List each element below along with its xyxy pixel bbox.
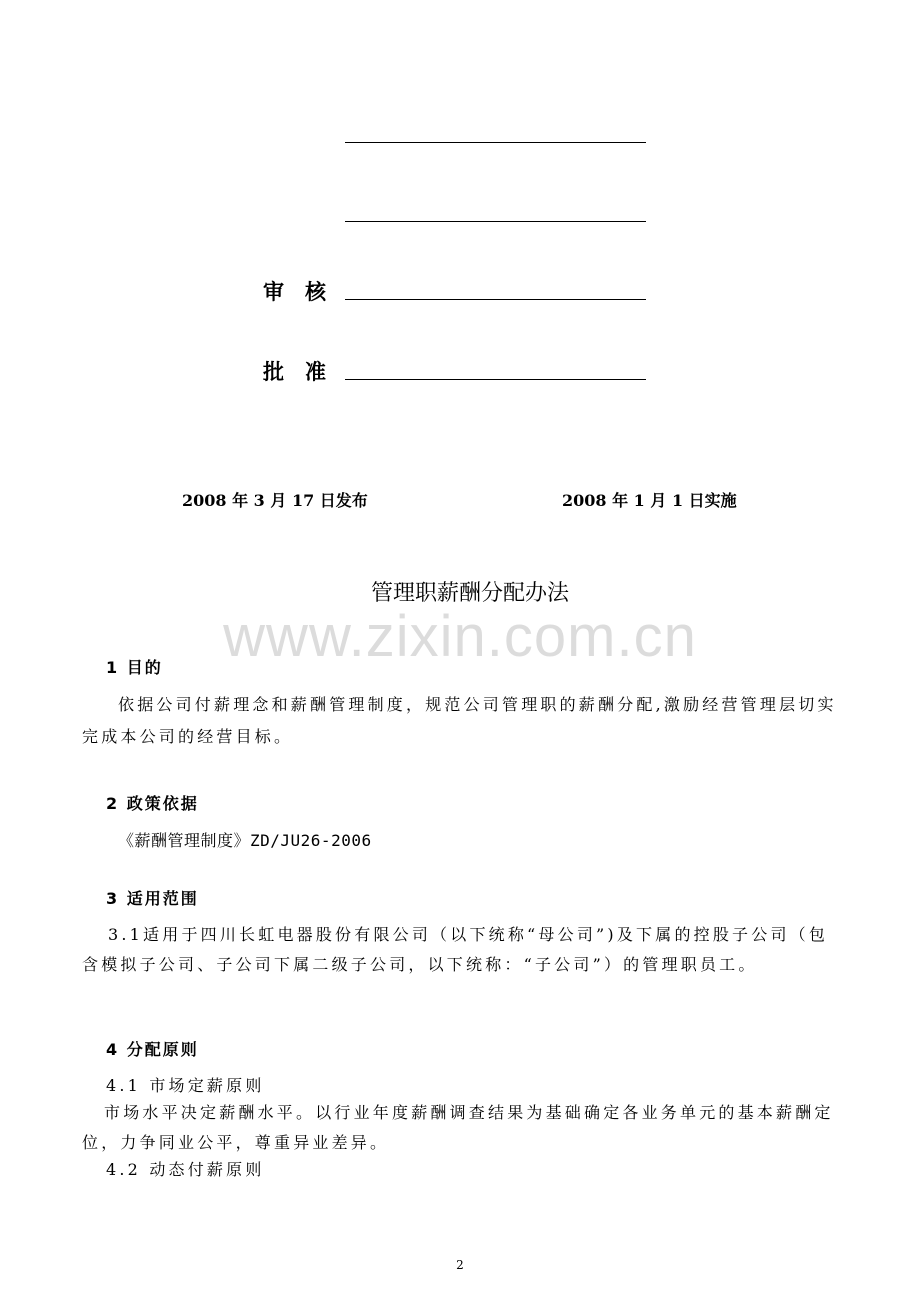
review-signature-line [345, 299, 646, 300]
section-2-heading: 2 政策依据 [106, 794, 199, 813]
section-4-1-title: 4.1 市场定薪原则 [106, 1076, 265, 1095]
section-4-1-body: 市场水平决定薪酬水平。以行业年度薪酬调查结果为基础确定各业务单元的基本薪酬定位，力争同业公平，尊重异业差异。 [82, 1103, 834, 1152]
section-2-body: 《薪酬管理制度》ZD/JU26-2006 [118, 831, 372, 850]
section-1-body: 依据公司付薪理念和薪酬管理制度，规范公司管理职的薪酬分配,激励经营管理层切实完成本公司的经营目标。 [82, 695, 837, 746]
page-number: 2 [456, 1258, 464, 1272]
approve-signature-line [345, 379, 646, 380]
section-3-heading: 3 适用范围 [106, 889, 199, 908]
signature-line-2 [345, 221, 646, 222]
watermark: www.zixin.com.cn [223, 604, 697, 669]
section-4-heading: 4 分配原则 [106, 1040, 199, 1059]
effective-date: 2008 年 1 月 1 日实施 [562, 491, 737, 510]
signature-line-1 [345, 142, 646, 143]
section-3-body: 3.1适用于四川长虹电器股份有限公司（以下统称“母公司”)及下属的控股子公司（包含模拟子公司、子公司下属二级子公司，以下统称：“子公司”）的管理职员工。 [82, 925, 829, 974]
publish-date: 2008 年 3 月 17 日发布 [182, 491, 368, 510]
review-label: 审 核 [263, 280, 326, 304]
approve-label: 批 准 [263, 360, 326, 384]
section-1-heading: 1 目的 [106, 658, 163, 677]
document-title: 管理职薪酬分配办法 [370, 581, 569, 606]
section-4-2-title: 4.2 动态付薪原则 [106, 1160, 265, 1179]
